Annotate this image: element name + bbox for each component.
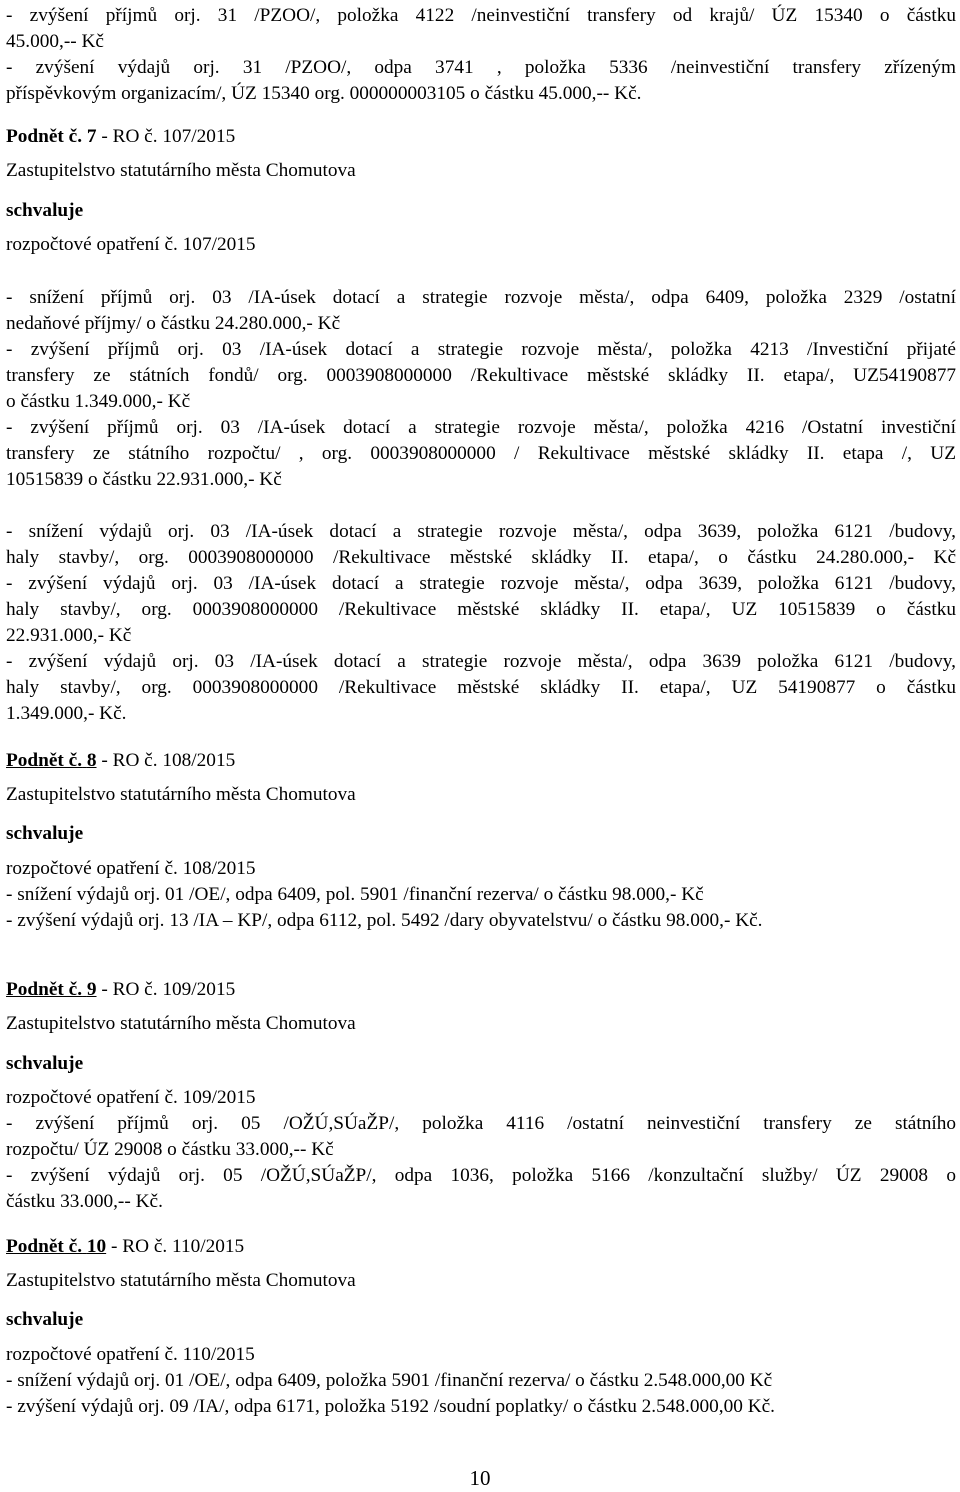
motion-reference: - RO č. 107/2015 xyxy=(96,126,236,147)
motion-reference: - RO č. 108/2015 xyxy=(96,750,236,771)
council-name: Zastupitelstvo statutárního města Chomutova xyxy=(6,160,356,181)
text-line: - zvýšení příjmů orj. 05 /OŽÚ,SÚaŽP/, položka 4116 /ostatní neinvestiční transfery ze státního xyxy=(6,1113,956,1134)
budget-measure-title: rozpočtové opatření č. 108/2015 xyxy=(6,858,256,879)
text-line: - zvýšení výdajů orj. 03 /IA-úsek dotací a strategie rozvoje města/, odpa 3639 položka 6121 /budovy, xyxy=(6,651,956,672)
text-line: - zvýšení výdajů orj. 03 /IA-úsek dotací a strategie rozvoje města/, odpa 3639, položka 6121 /budovy, xyxy=(6,573,956,594)
text-line: 45.000,-- Kč xyxy=(6,31,104,52)
motion-number: 9 xyxy=(86,979,97,1000)
resolution-verb: schvaluje xyxy=(6,200,84,221)
text-line: 1.349.000,- Kč. xyxy=(6,703,127,724)
motion-label: Podnět č. xyxy=(6,979,83,1000)
motion-number: 8 xyxy=(86,750,97,771)
resolution-verb: schvaluje xyxy=(6,823,84,844)
text-line: transfery ze státních fondů/ org. 0003908000000 /Rekultivace městské skládky II. etapa/, UZ54190877 xyxy=(6,365,956,386)
council-name: Zastupitelstvo statutárního města Chomutova xyxy=(6,1013,356,1034)
resolution-verb: schvaluje xyxy=(6,1053,84,1074)
text-line: - snížení výdajů orj. 03 /IA-úsek dotací a strategie rozvoje města/, odpa 3639, položka 6121 /budovy, xyxy=(6,521,956,542)
text-line: - zvýšení výdajů orj. 09 /IA/, odpa 6171, položka 5192 /soudní poplatky/ o částku 2.548.000,00 Kč. xyxy=(6,1396,775,1417)
text-line: rozpočtu/ ÚZ 29008 o částku 33.000,-- Kč xyxy=(6,1139,334,1160)
motion-heading xyxy=(6,1234,956,1260)
text-line: nedaňové příjmy/ o částku 24.280.000,- Kč xyxy=(6,313,341,334)
council-name: Zastupitelstvo statutárního města Chomutova xyxy=(6,784,356,805)
text-line: - snížení výdajů orj. 01 /OE/, odpa 6409, pol. 5901 /finanční rezerva/ o částku 98.000,- Kč xyxy=(6,884,704,905)
budget-measure-title: rozpočtové opatření č. 107/2015 xyxy=(6,234,256,255)
text-line: částku 33.000,-- Kč. xyxy=(6,1191,163,1212)
motion-reference: - RO č. 109/2015 xyxy=(96,979,236,1000)
motion-heading xyxy=(6,748,956,774)
motion-label: Podnět č. xyxy=(6,750,83,771)
motion-heading xyxy=(6,124,956,150)
motion-reference: - RO č. 110/2015 xyxy=(106,1236,245,1257)
text-line: - snížení příjmů orj. 03 /IA-úsek dotací a strategie rozvoje města/, odpa 6409, položka 2329 /ostatní xyxy=(6,287,956,308)
text-line: - zvýšení příjmů orj. 31 /PZOO/, položka 4122 /neinvestiční transfery od krajů/ ÚZ 15340 o částku xyxy=(6,5,956,26)
budget-measure-title: rozpočtové opatření č. 109/2015 xyxy=(6,1087,256,1108)
council-name: Zastupitelstvo statutárního města Chomutova xyxy=(6,1270,356,1291)
text-line: o částku 1.349.000,- Kč xyxy=(6,391,191,412)
text-line: 10515839 o částku 22.931.000,- Kč xyxy=(6,469,282,490)
text-line: haly stavby/, org. 0003908000000 /Rekultivace městské skládky II. etapa/, UZ 54190877 o částku xyxy=(6,677,956,698)
text-line: haly stavby/, org. 0003908000000 /Rekultivace městské skládky II. etapa/, o částku 24.280.000,- Kč xyxy=(6,547,956,568)
text-line: - zvýšení výdajů orj. 13 /IA – KP/, odpa 6112, pol. 5492 /dary obyvatelstvu/ o částku 98.000,- Kč. xyxy=(6,910,763,931)
budget-measure-title: rozpočtové opatření č. 110/2015 xyxy=(6,1344,255,1365)
text-line: - snížení výdajů orj. 01 /OE/, odpa 6409, položka 5901 /finanční rezerva/ o částku 2.548.000,00 Kč xyxy=(6,1370,773,1391)
page-number: 10 xyxy=(469,1466,491,1490)
motion-number: 10 xyxy=(86,1236,107,1257)
text-line: 22.931.000,- Kč xyxy=(6,625,132,646)
motion-number: 7 xyxy=(86,126,97,147)
motion-heading xyxy=(6,977,956,1003)
motion-label: Podnět č. xyxy=(6,126,83,147)
text-line: - zvýšení příjmů orj. 03 /IA-úsek dotací a strategie rozvoje města/, položka 4213 /Investiční přijaté xyxy=(6,339,956,360)
motion-label: Podnět č. xyxy=(6,1236,83,1257)
resolution-verb: schvaluje xyxy=(6,1309,84,1330)
text-line: haly stavby/, org. 0003908000000 /Rekultivace městské skládky II. etapa/, UZ 10515839 o částku xyxy=(6,599,956,620)
text-line: - zvýšení příjmů orj. 03 /IA-úsek dotací a strategie rozvoje města/, položka 4216 /Ostatní investiční xyxy=(6,417,956,438)
text-line: - zvýšení výdajů orj. 31 /PZOO/, odpa 3741 , položka 5336 /neinvestiční transfery zřízeným xyxy=(6,57,956,78)
text-line: transfery ze státního rozpočtu/ , org. 0003908000000 / Rekultivace městské skládky II. etapa /, UZ xyxy=(6,443,956,464)
text-line: příspěvkovým organizacím/, ÚZ 15340 org. 000000003105 o částku 45.000,-- Kč. xyxy=(6,83,642,104)
text-line: - zvýšení výdajů orj. 05 /OŽÚ,SÚaŽP/, odpa 1036, položka 5166 /konzultační služby/ ÚZ 29008 o xyxy=(6,1165,956,1186)
